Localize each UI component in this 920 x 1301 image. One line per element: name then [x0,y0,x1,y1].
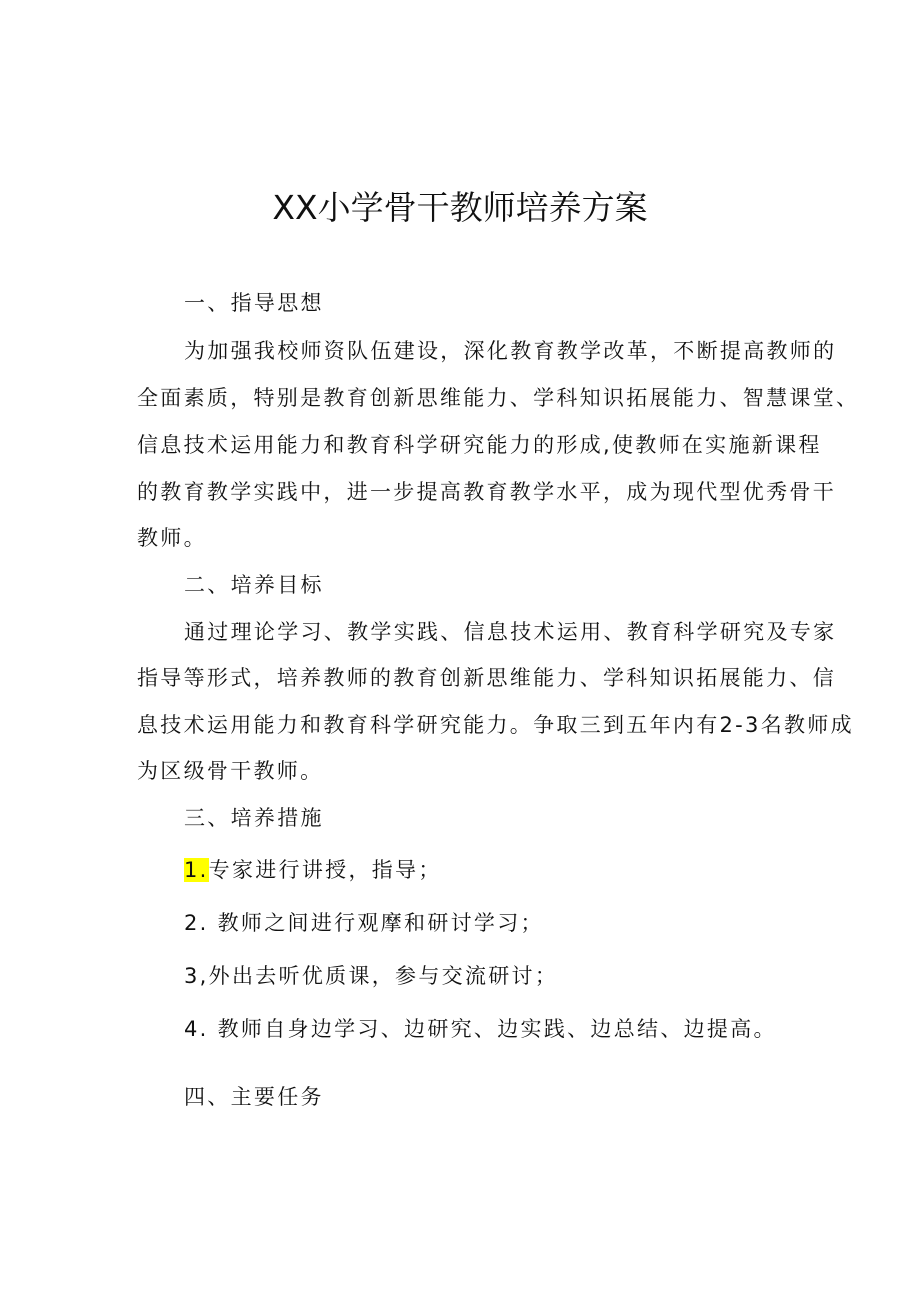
paragraph-line: 的教育教学实践中，进一步提高教育教学水平，成为现代型优秀骨干 [137,480,836,504]
section-heading: 一、指导思想 [184,291,324,315]
paragraph-line: 教师。 [137,526,207,550]
paragraph-line: 为加强我校师资队伍建设，深化教育教学改革，不断提高教师的 [184,339,837,363]
list-item [184,907,544,939]
paragraph-line: 指导等形式，培养教师的教育创新思维能力、学科知识拓展能力、信 [137,666,836,690]
paragraph-line: 息技术运用能力和教育科学研究能力。争取三到五年内有2-3名教师成 [137,713,854,737]
section-heading: 三、培养措施 [184,806,324,830]
list-item-number: 2. [184,911,209,935]
paragraph-line: 通过理论学习、教学实践、信息技术运用、教育科学研究及专家 [184,620,837,644]
list-item [184,1013,777,1045]
list-item [184,854,442,886]
section-heading: 四、主要任务 [184,1085,324,1109]
document-title: XX小学骨干教师培养方案 [272,188,648,227]
list-item-text: 专家进行讲授，指导； [208,858,442,882]
list-item-number: 3, [184,964,209,988]
list-item-number: 1. [184,858,209,882]
section-heading: 二、培养目标 [184,573,324,597]
paragraph-line: 信息技术运用能力和教育科学研究能力的形成,使教师在实施新课程 [137,433,822,457]
list-item [184,960,558,992]
list-item-text: 教师自身边学习、边研究、边实践、边总结、边提高。 [217,1017,777,1041]
list-item-text: 外出去听优质课，参与交流研讨； [208,964,559,988]
list-item-number: 4. [184,1017,209,1041]
paragraph-line: 全面素质，特别是教育创新思维能力、学科知识拓展能力、智慧课堂、 [137,386,860,410]
paragraph-line: 为区级骨干教师。 [137,759,324,783]
list-item-text: 教师之间进行观摩和研讨学习； [217,911,544,935]
